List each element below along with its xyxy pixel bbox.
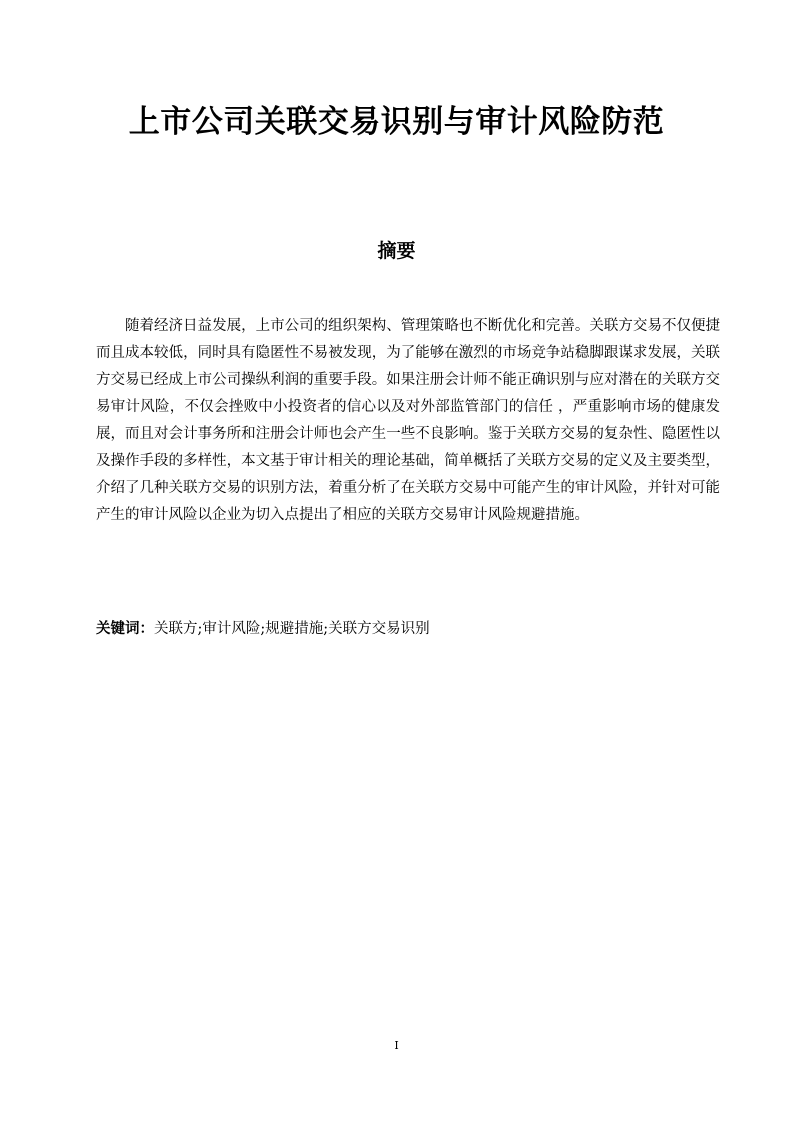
page-number: I <box>394 1039 399 1052</box>
abstract-heading: 摘要 <box>377 240 416 262</box>
keywords-line <box>96 617 720 641</box>
abstract-body: 随着经济日益发展，上市公司的组织架构、管理策略也不断优化和完善。关联方交易不仅便捷而且成本较低，同时具有隐匿性不易被发现，为了能够在激烈的市场竞争站稳脚跟谋求发展，关联方交易已经成上市公司操纵利润的重要手段。如果注册会计师不能正确识别与应对潜在的关联方交易审计风险，不仅会挫败中小投资者的信心以及对外部监管部门的信任 ，严重影响市场的健康发展，而且对会计事务所和注册会计师也会产生一些不良影响。鉴于关联方交易的复杂性、隐匿性以及操作手段的多样性，本文基于审计相关的理论基础，简单概括了关联方交易的定义及主要类型，介绍了几种关联方交易的识别方法，着重分析了在关联方交易中可能产生的审计风险，并针对可能产生的审计风险以企业为切入点提出了相应的关联方交易审计风险规避措施。 <box>96 318 720 523</box>
keywords-label: 关键词： <box>96 621 154 637</box>
keywords-text: 关联方;审计风险;规避措施;关联方交易识别 <box>154 621 430 637</box>
page-title: 上市公司关联交易识别与审计风险防范 <box>128 104 665 140</box>
